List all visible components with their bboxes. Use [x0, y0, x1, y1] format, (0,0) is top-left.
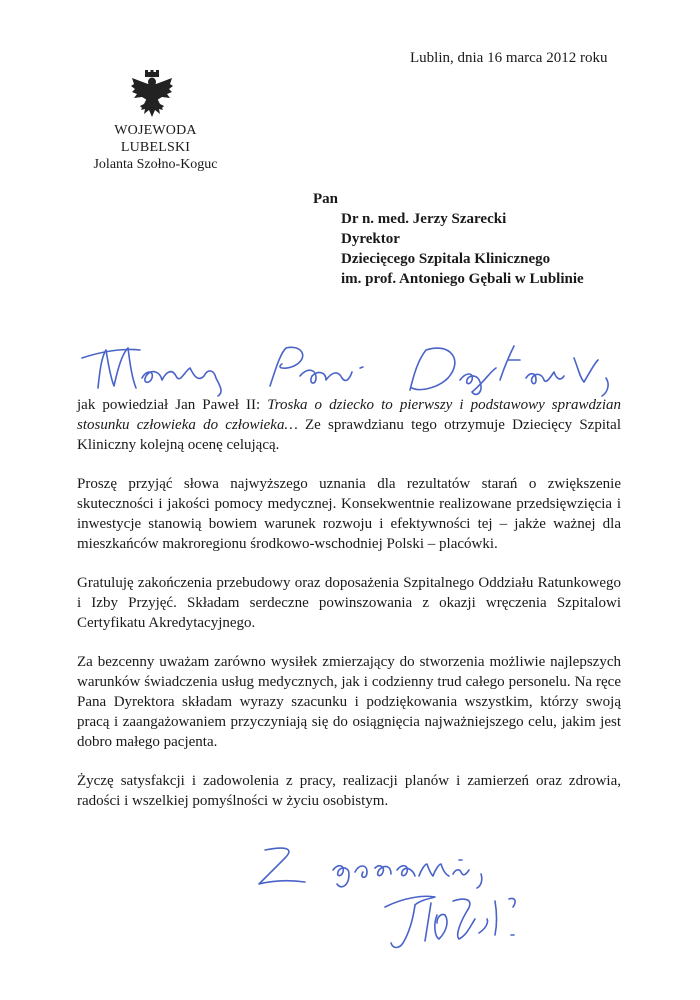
paragraph-1-intro: jak powiedział Jan Paweł II:: [77, 397, 268, 413]
handwritten-closing: [255, 840, 595, 890]
paragraph-2: Proszę przyjąć słowa najwyższego uznania dla rezultatów starań o zwiększenie skuteczności i jakości pomocy medycznej. Konsekwentnie realizowane przedsięwzięcia i inwestycje stanowią bowiem warunek rozwoju i efektywności tej – jakże ważnej dla mieszkańców makroregionu środkowo-wschodniej Polski – placówki.: [77, 476, 621, 552]
recipient-line-5: im. prof. Antoniego Gębali w Lublinie: [341, 271, 584, 287]
sender-office: WOJEWODA LUBELSKI: [114, 123, 197, 155]
paragraph-1: [77, 395, 621, 455]
paragraph-3: Gratuluję zakończenia przebudowy oraz doposażenia Szpitalnego Oddziału Ratunkowego i Izby Przyjęć. Składam serdeczne powinszowania z okazji wręczenia Szpitalowi Certyfikatu Akredytacyjnego.: [77, 575, 621, 631]
recipient-line-4: Dziecięcego Szpitala Klinicznego: [341, 251, 551, 267]
recipient-line-2: Dr n. med. Jerzy Szarecki: [341, 211, 507, 227]
date-line: Lublin, dnia 16 marca 2012 roku: [410, 50, 608, 66]
eagle-emblem-icon: [130, 70, 174, 118]
pope-quote: Troska o dziecko to pierwszy i podstawowy sprawdzian stosunku człowieka do człowieka…: [77, 397, 621, 433]
letter-body: [77, 395, 621, 830]
handwritten-salutation: [80, 338, 640, 398]
recipient-block: [313, 189, 584, 289]
recipient-line-1: Pan: [313, 191, 339, 207]
recipient-line-3: Dyrektor: [341, 231, 400, 247]
paragraph-1-rest: Ze sprawdzianu tego otrzymuje Dziecięcy Szpital Kliniczny kolejną ocenę celującą.: [77, 417, 621, 453]
signature: [375, 885, 585, 955]
paragraph-4: Za bezcenny uważam zarówno wysiłek zmierzający do stworzenia możliwie najlepszych warunków świadczenia usług medycznych, jak i codzienny trud całego personelu. Na ręce Pana Dyrektora składam wyrazy szacunku i podziękowania wszystkim, którzy swoją pracą i zaangażowaniem przyczyniają się do osiągnięcia najważniejszego celu, jakim jest dobro małego pacjenta.: [77, 654, 621, 750]
sender-block: [88, 122, 223, 173]
sender-name: Jolanta Szołno-Koguc: [93, 157, 218, 172]
paragraph-5: Życzę satysfakcji i zadowolenia z pracy, realizacji planów i zamierzeń oraz zdrowia, radości i wszelkiej pomyślności w życiu osobistym.: [77, 773, 621, 809]
